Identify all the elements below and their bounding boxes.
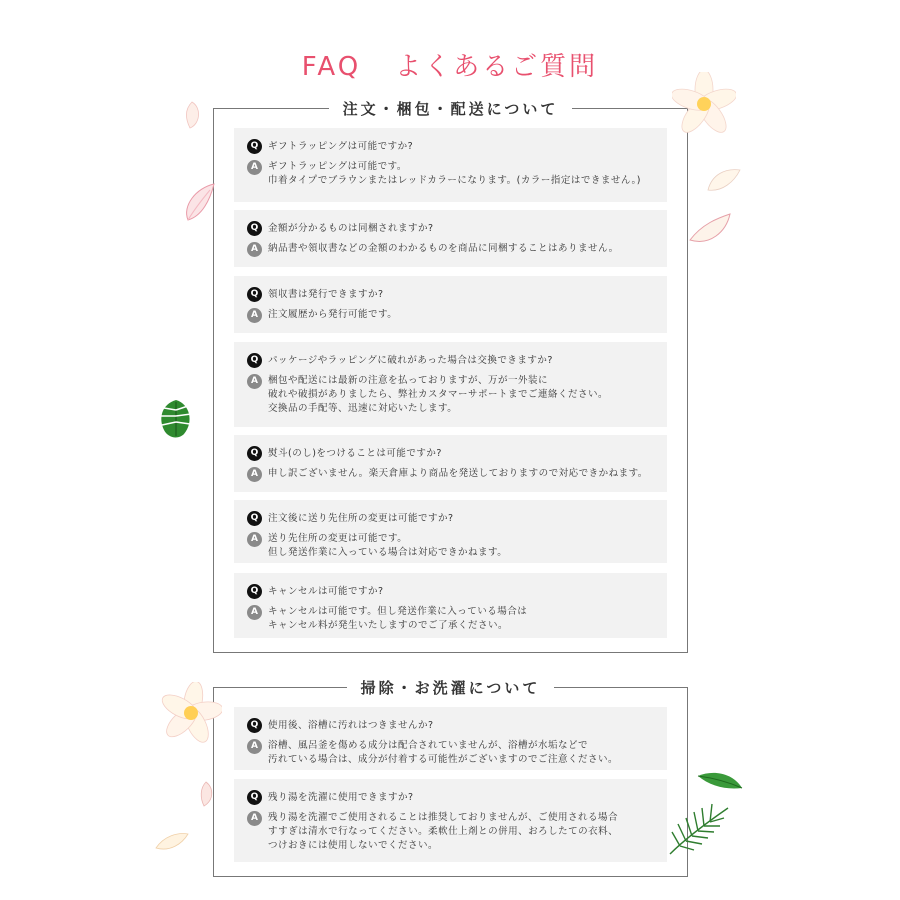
question-text: パッケージやラッピングに破れがあった場合は交換できますか?: [268, 355, 553, 366]
page-title: [0, 46, 900, 83]
answer-text: 送り先住所の変更は可能です。 但し発送作業に入っている場合は対応できかねます。: [268, 533, 508, 558]
answer-text: 残り湯を洗濯でご使用されることは推奨しておりませんが、ご使用される場合 すすぎは清水で行なってください。柔軟仕上剤との併用、おろしたての衣料、 つけおきには使用しないでください。: [268, 812, 619, 851]
qa-item: [234, 573, 667, 638]
section-heading: 注文・梱包・配送について: [329, 98, 573, 120]
question-badge: Q: [247, 790, 262, 805]
question-text: 残り湯を洗濯に使用できますか?: [268, 792, 414, 803]
answer-badge: A: [247, 242, 262, 257]
answer-badge: A: [247, 532, 262, 547]
question-text: 使用後、浴槽に汚れはつきませんか?: [268, 720, 434, 731]
answer-text: 注文履歴から発行可能です。: [268, 309, 398, 320]
page-title-en: FAQ: [301, 52, 362, 82]
qa-item: [234, 500, 667, 563]
answer-badge: A: [247, 374, 262, 389]
palm-leaf-icon: [664, 800, 734, 860]
question-text: キャンセルは可能ですか?: [268, 586, 384, 597]
plumeria-petal-icon: [704, 164, 742, 196]
plumeria-petal-icon: [180, 100, 204, 130]
qa-item: [234, 779, 667, 862]
green-leaf-icon: [696, 768, 744, 794]
qa-item: [234, 276, 667, 333]
plumeria-petal-icon: [154, 830, 190, 854]
answer-badge: A: [247, 467, 262, 482]
plumeria-flower-icon: [160, 682, 222, 744]
question-text: 注文後に送り先住所の変更は可能ですか?: [268, 513, 454, 524]
section-heading: 掃除・お洗濯について: [347, 677, 555, 699]
question-text: ギフトラッピングは可能ですか?: [268, 141, 414, 152]
answer-text: キャンセルは可能です。但し発送作業に入っている場合は キャンセル料が発生いたしますのでご了承ください。: [268, 606, 528, 631]
answer-badge: A: [247, 739, 262, 754]
question-badge: Q: [247, 511, 262, 526]
answer-badge: A: [247, 308, 262, 323]
answer-badge: A: [247, 160, 262, 175]
answer-text: 梱包や配送には最新の注意を払っておりますが、万が一外装に 破れや破損がありましたら、弊社カスタマーサポートまでご連絡ください。 交換品の手配等、迅速に対応いたします。: [268, 375, 609, 414]
answer-badge: A: [247, 605, 262, 620]
plumeria-petal-icon: [196, 780, 216, 808]
question-badge: Q: [247, 287, 262, 302]
qa-item: [234, 210, 667, 267]
question-text: 金額が分かるものは同梱されますか?: [268, 223, 434, 234]
faq-section-order: [213, 100, 688, 653]
question-text: 熨斗(のし)をつけることは可能ですか?: [268, 448, 442, 459]
qa-item: [234, 707, 667, 770]
faq-section-cleaning: [213, 679, 688, 877]
answer-text: ギフトラッピングは可能です。 巾着タイプでブラウンまたはレッドカラーになります。(カラー指定はできません。): [268, 161, 641, 186]
question-badge: Q: [247, 353, 262, 368]
question-badge: Q: [247, 139, 262, 154]
question-badge: Q: [247, 718, 262, 733]
monstera-leaf-icon: [158, 398, 194, 440]
answer-text: 申し訳ございません。楽天倉庫より商品を発送しておりますので対応できかねます。: [268, 468, 648, 479]
plumeria-flower-icon: [672, 72, 736, 136]
answer-badge: A: [247, 811, 262, 826]
qa-item: [234, 435, 667, 492]
question-badge: Q: [247, 446, 262, 461]
answer-text: 浴槽、風呂釜を傷める成分は配合されていませんが、浴槽が水垢などで 汚れている場合は、成分が付着する可能性がございますのでご注意ください。: [268, 740, 619, 765]
page-title-ja: よくあるご質問: [395, 52, 599, 82]
question-text: 領収書は発行できますか?: [268, 289, 384, 300]
question-badge: Q: [247, 221, 262, 236]
plumeria-petal-icon: [180, 180, 220, 226]
qa-item: [234, 128, 667, 202]
qa-item: [234, 342, 667, 427]
answer-text: 納品書や領収書などの金額のわかるものを商品に同梱することはありません。: [268, 243, 619, 254]
question-badge: Q: [247, 584, 262, 599]
plumeria-petal-icon: [688, 210, 732, 250]
